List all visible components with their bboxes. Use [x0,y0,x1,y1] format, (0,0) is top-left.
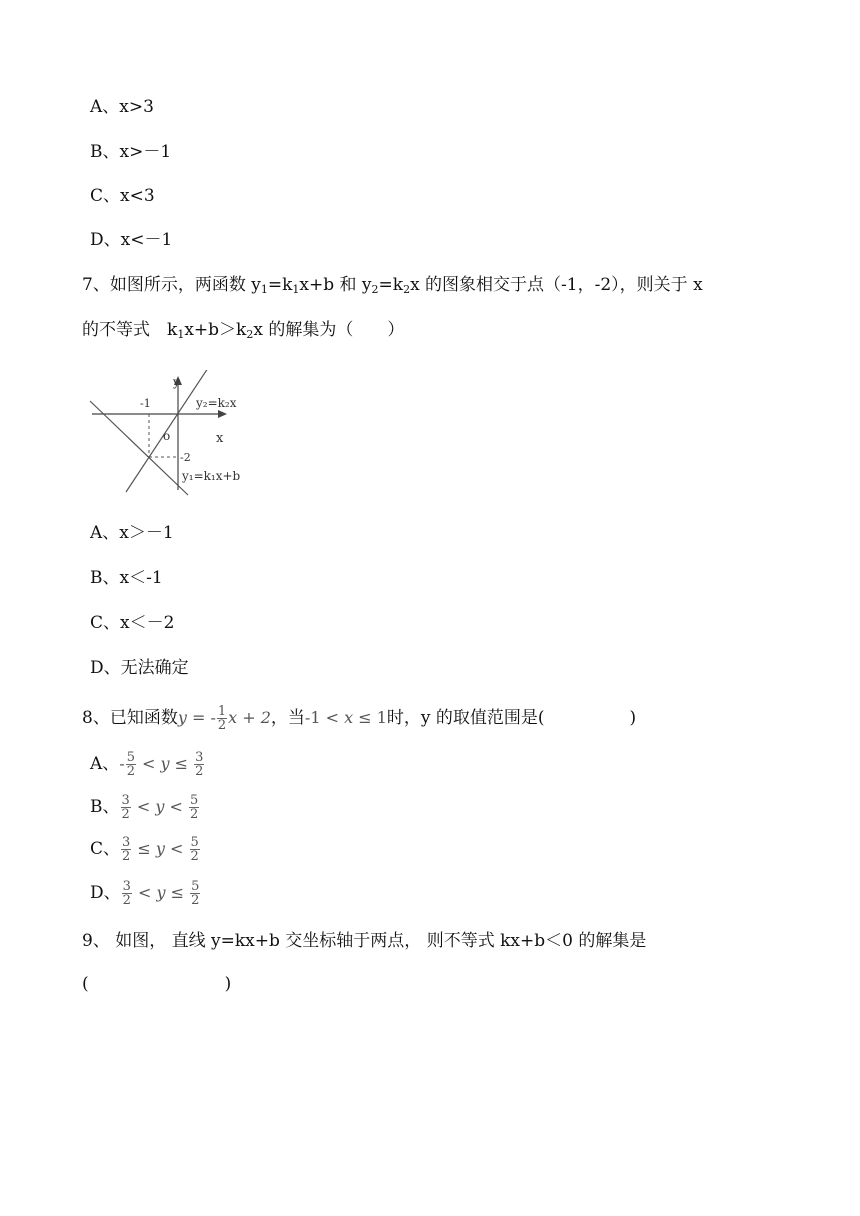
q8-option-d: D、 $\frac{3}{2}$ < y ≤ $\frac{5}{2}$ [90,879,200,908]
q8-func-fraction: $\frac{1}{2}$ [217,704,227,733]
q7-option-d: D、无法确定 [90,658,189,678]
label-y2-eq: y₂=k₂x [196,396,237,410]
q8-option-a: A、- $\frac{5}{2}$ < y ≤ $\frac{3}{2}$ [90,750,204,779]
x-axis-arrow [218,410,227,418]
label-y: y [173,375,180,389]
line-y1 [90,401,188,495]
q7-stem-line1: 7、如图所示，两函数 $y_1=k_1x+b$ 和 $y_2=k_2x$ 的图象相交于点（-1，-2），则关于 x [82,275,703,296]
q6-option-c: C、x<3 [90,186,155,206]
q9-stem-line1: 9、 如图， 直线 y=kx+b 交坐标轴于两点， 则不等式 kx+b＜0 的解集是 [82,931,647,951]
label-y1-eq: y₁=k₁x+b [182,469,241,483]
q6-option-d: D、x<－1 [90,230,173,250]
q7-option-b: B、x＜-1 [90,568,163,588]
label-neg2: -2 [180,451,191,464]
q8-option-c: C、 $\frac{3}{2}$ ≤ y < $\frac{5}{2}$ [90,835,199,864]
label-x: x [216,431,224,446]
label-neg1: -1 [140,397,151,410]
q7-stem-line2: 的不等式 $k_1x+b>k_2x$ 的解集为（ ） [82,320,405,341]
q8-option-b: B、 $\frac{3}{2}$ < y < $\frac{5}{2}$ [90,793,199,822]
q6-option-b: B、x>－1 [90,142,172,162]
q7-option-c: C、x＜－2 [90,613,175,633]
label-o: o [163,429,171,443]
q7-option-a: A、x＞－1 [90,523,174,543]
q7-figure [84,370,284,500]
q9-stem-line2: ( ) [82,974,232,994]
q8-stem: 8、已知函数y = - $\frac{1}{2}$ x + 2，当-1 < x ≤ 1时，y 的取值范围是( ) [82,704,637,733]
q6-option-a: A、x>3 [90,97,154,117]
